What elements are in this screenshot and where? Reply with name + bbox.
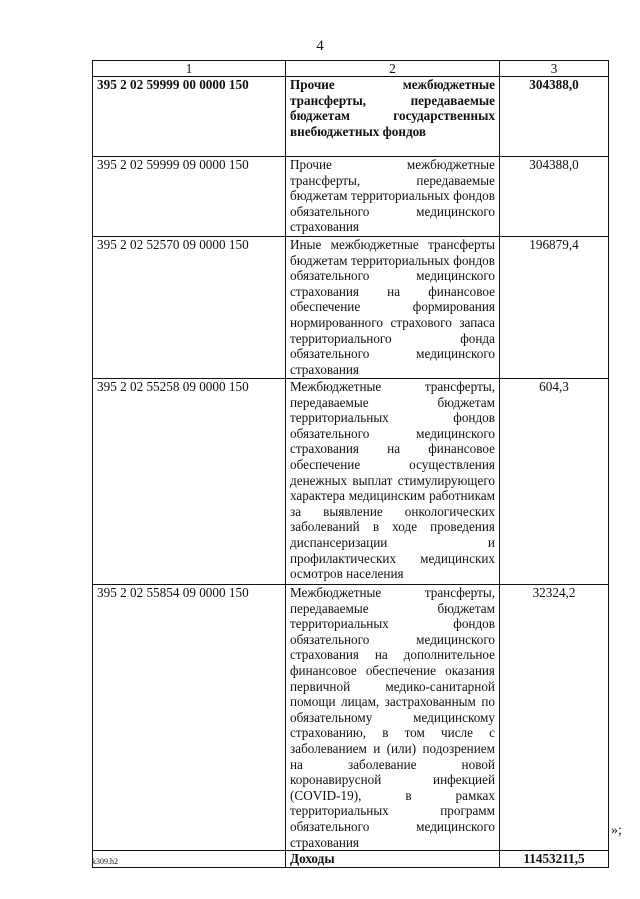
- row-amount: 32324,2: [500, 585, 609, 851]
- row-amount: 196879,4: [500, 237, 609, 379]
- row-amount: 304388,0: [500, 77, 609, 157]
- row-name: Прочие межбюджетные трансферты, передаваемые бюджетам государственных внебюджетных фондов: [286, 77, 500, 157]
- row-amount: 304388,0: [500, 157, 609, 237]
- closing-quote-mark: »;: [611, 823, 622, 838]
- table-row: [93, 157, 609, 237]
- total-label: Доходы: [286, 851, 500, 868]
- total-code: [93, 851, 286, 868]
- table-total-row: [93, 851, 609, 868]
- row-code: 395 2 02 59999 00 0000 150: [93, 77, 286, 157]
- column-header-1: 1: [93, 61, 286, 77]
- row-code: 395 2 02 55258 09 0000 150: [93, 379, 286, 585]
- document-id: k309.h2: [92, 857, 118, 866]
- total-amount: 11453211,5: [500, 851, 609, 868]
- revenue-table: [92, 60, 609, 868]
- row-name: Межбюджетные трансферты, передаваемые бюджетам территориальных фондов обязательного медицинского страхования на финансовое обеспечение осуществления денежных выплат стимулирующего характера медицинским работникам за выявление онкологических заболеваний в ходе проведения диспансеризации и профилактических медицинских осмотров населения: [286, 379, 500, 585]
- table-header-row: [93, 61, 609, 77]
- row-name: Иные межбюджетные трансферты бюджетам территориальных фондов обязательного медицинского страхования на финансовое обеспечение формирования нормированного страхового запаса территориального фонда обязательного медицинского страхования: [286, 237, 500, 379]
- column-header-3: 3: [500, 61, 609, 77]
- row-code: 395 2 02 52570 09 0000 150: [93, 237, 286, 379]
- row-code: 395 2 02 59999 09 0000 150: [93, 157, 286, 237]
- row-amount: 604,3: [500, 379, 609, 585]
- table-row: [93, 77, 609, 157]
- row-code: 395 2 02 55854 09 0000 150: [93, 585, 286, 851]
- column-header-2: 2: [286, 61, 500, 77]
- table-row: [93, 237, 609, 379]
- table-row: [93, 585, 609, 851]
- row-name: Прочие межбюджетные трансферты, передаваемые бюджетам территориальных фондов обязательного медицинского страхования: [286, 157, 500, 237]
- table-row: [93, 379, 609, 585]
- row-name: Межбюджетные трансферты, передаваемые бюджетам территориальных фондов обязательного медицинского страхования на дополнительное финансовое обеспечение оказания первичной медико-санитарной помощи лицам, застрахованным по обязательному медицинскому страхованию, в том числе с заболеванием и (или) подозрением на заболевание новой коронавирусной инфекцией (COVID-19), в рамках территориальных программ обязательного медицинского страхования: [286, 585, 500, 851]
- page-number: 4: [316, 38, 324, 54]
